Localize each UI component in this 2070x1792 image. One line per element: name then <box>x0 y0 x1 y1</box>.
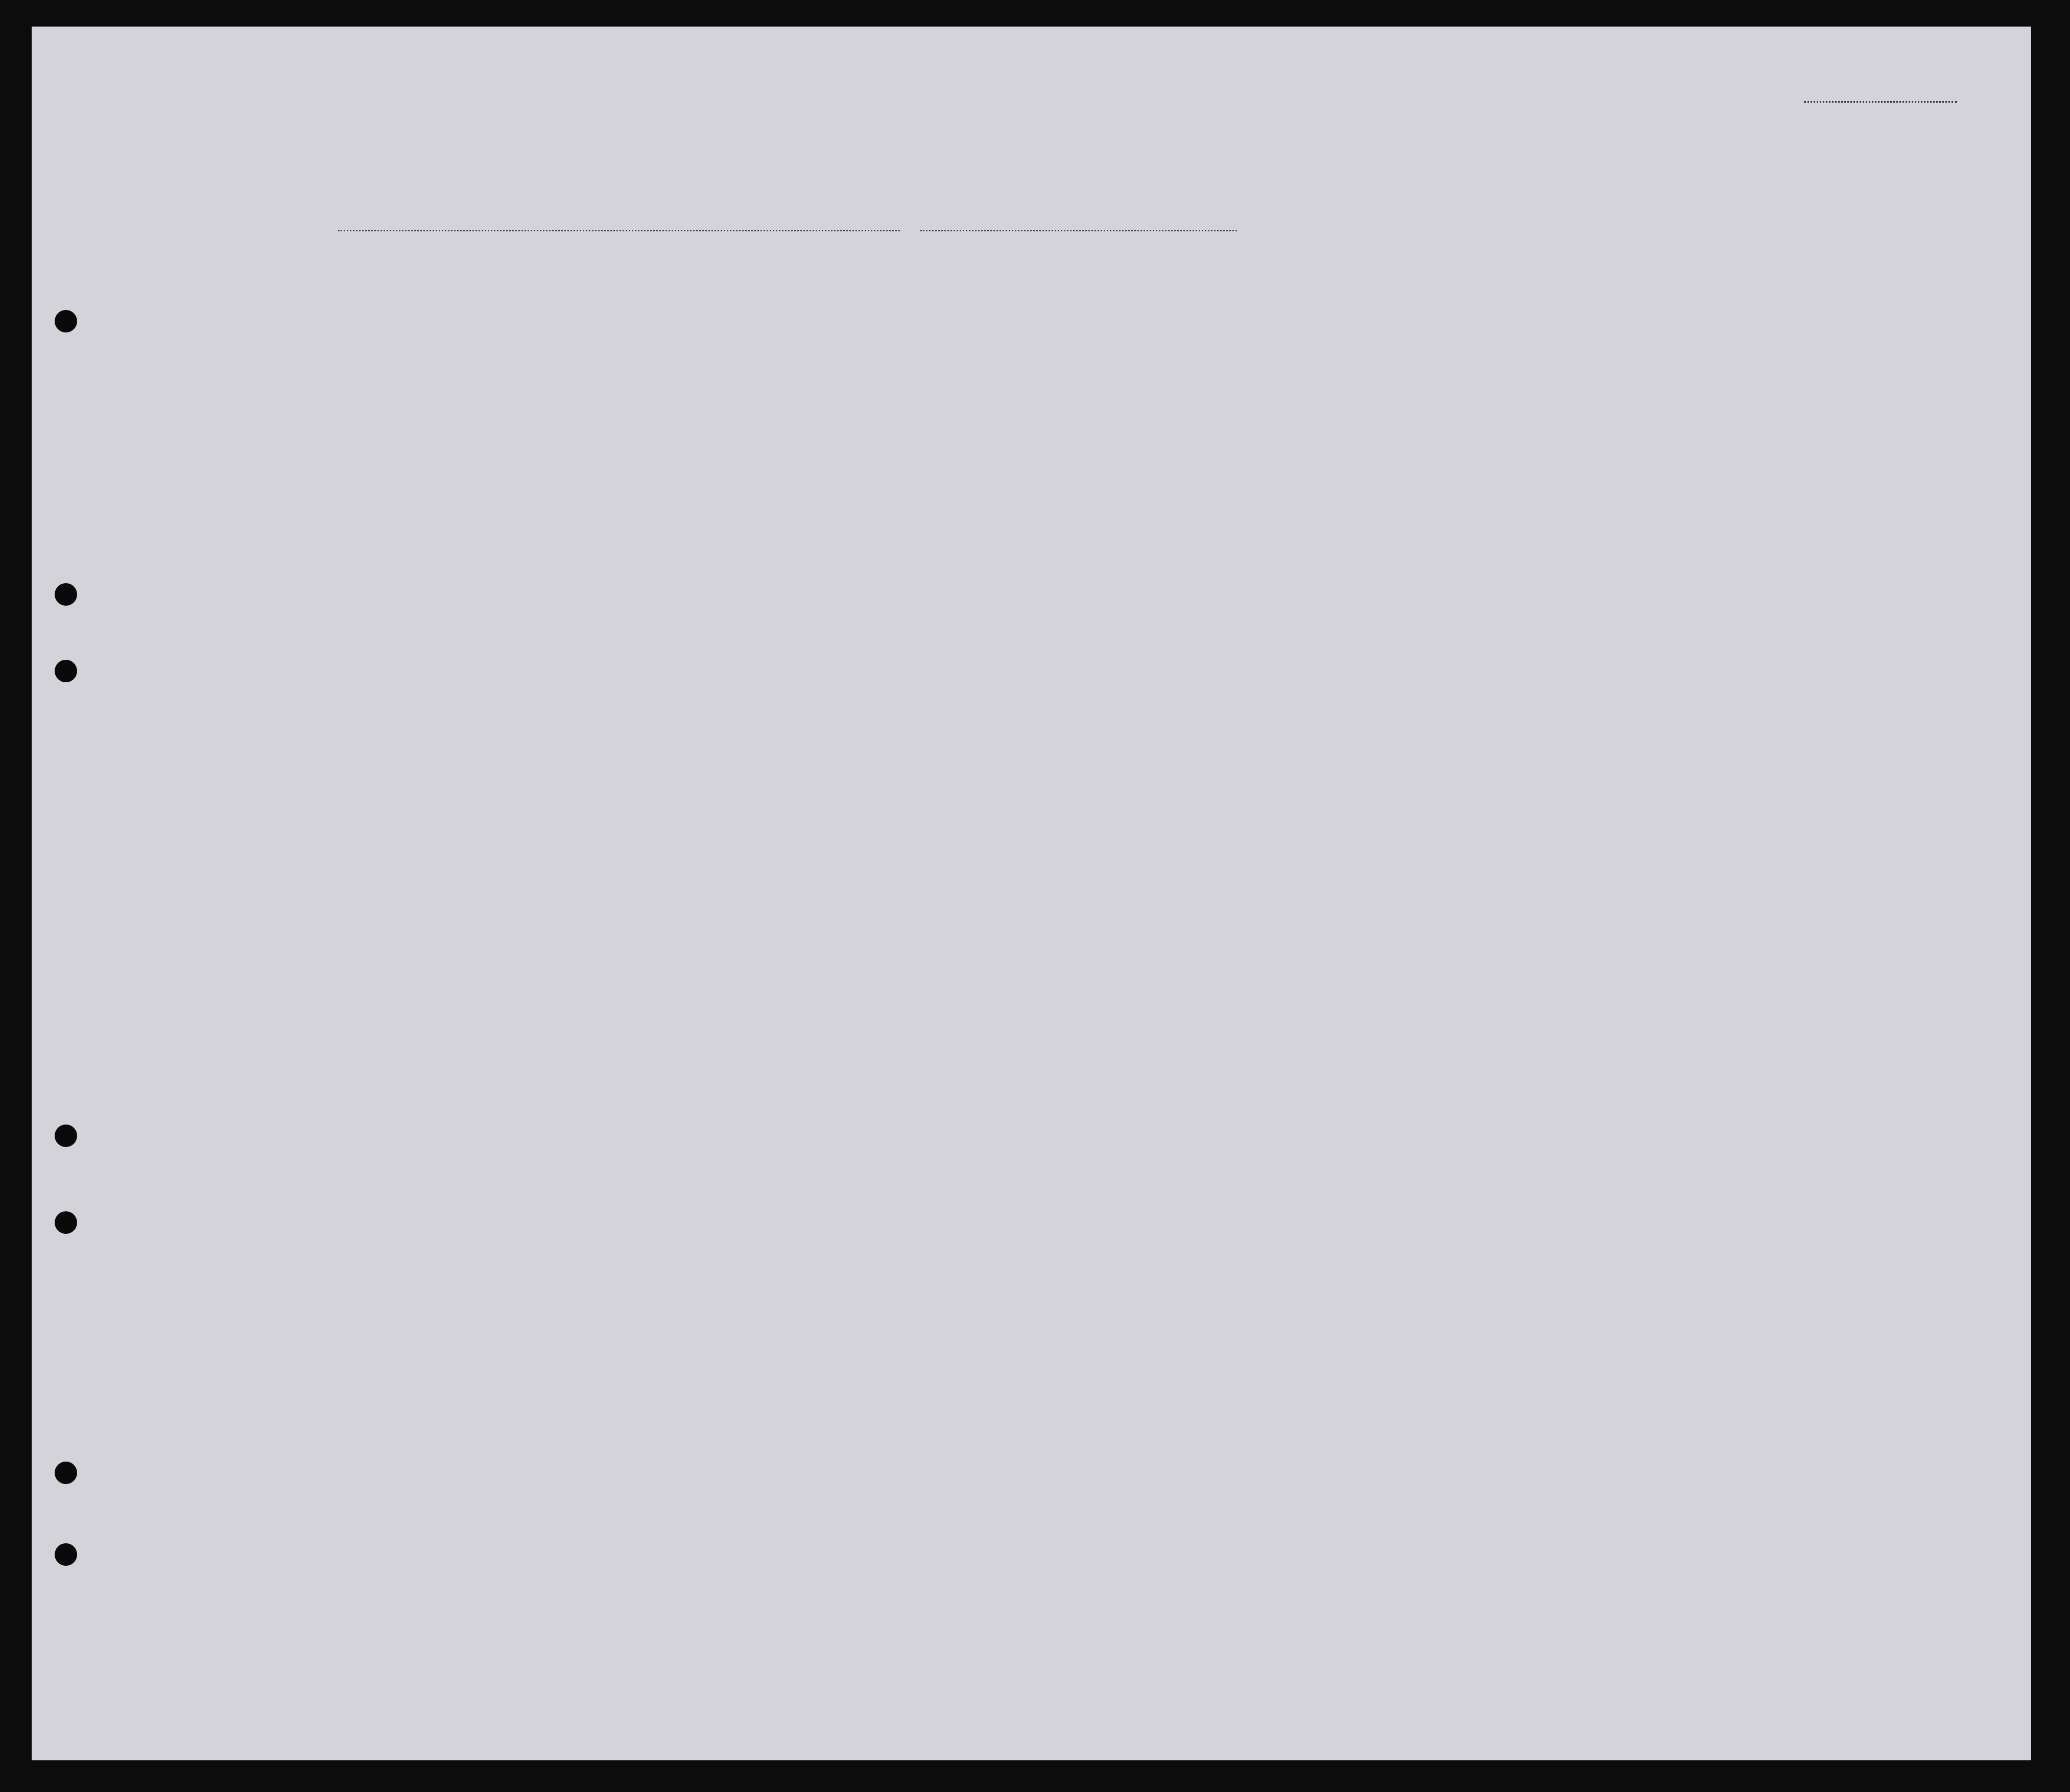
binder-hole <box>55 660 77 682</box>
binder-hole <box>55 583 77 606</box>
binder-hole <box>55 1211 77 1234</box>
port-line <box>338 230 900 231</box>
list-number-line <box>1804 101 1957 103</box>
manifest-sheet <box>32 27 2031 1760</box>
binder-hole <box>55 1462 77 1484</box>
binder-hole <box>55 1125 77 1147</box>
table-grid <box>32 27 2031 1760</box>
binder-hole <box>55 1543 77 1566</box>
binder-hole <box>55 310 77 332</box>
date-line <box>920 230 1237 231</box>
